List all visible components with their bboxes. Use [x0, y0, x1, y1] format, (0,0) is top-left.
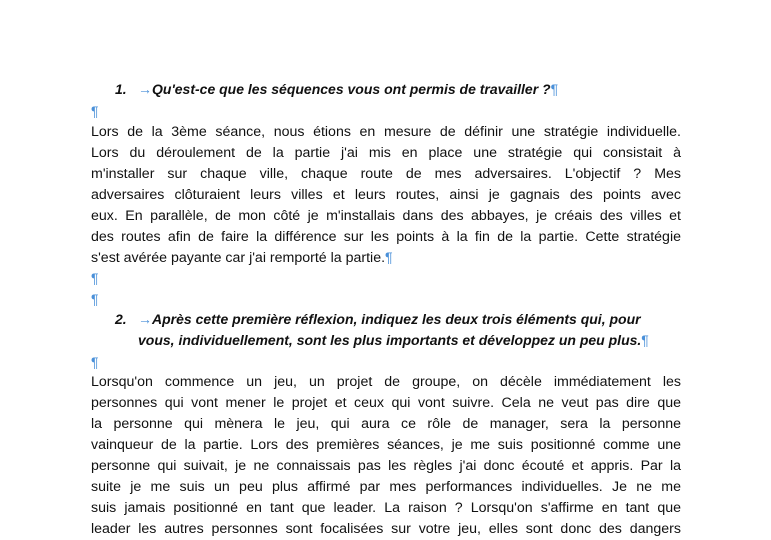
empty-paragraph-mark: ¶: [91, 354, 99, 370]
question-2-heading[interactable]: [115, 309, 675, 351]
paragraph-line: suite je me suis un peu plus affirmé par mes performances individuelles. Je ne me: [91, 479, 681, 495]
answer-1-paragraph[interactable]: [91, 122, 681, 269]
pilcrow-icon: ¶: [385, 250, 393, 266]
paragraph-line: leader les autres personnes sont focalisées sur votre jeu, elles sont donc des dangers: [91, 521, 681, 537]
question-1-heading[interactable]: [115, 79, 675, 100]
paragraph-line: suis jamais positionné en tant que leader. La raison ? Lorsqu'on s'affirme en tant que: [91, 500, 681, 516]
pilcrow-icon: ¶: [550, 81, 559, 97]
tab-mark-icon: →: [138, 81, 152, 97]
paragraph-line: m'installer sur chaque ville, chaque route de mes adversaires. L'objectif ? Mes: [91, 166, 681, 182]
paragraph-line: personne qui suivait, je ne connaissais pas les règles j'ai donc écouté et appris. Par la: [91, 458, 681, 474]
empty-paragraph-mark: ¶: [91, 103, 99, 119]
question-2-line-2: vous, individuellement, sont les plus importants et développez un peu plus.: [138, 332, 642, 348]
tab-mark-icon: →: [138, 311, 152, 327]
question-1-number: 1.: [115, 81, 127, 97]
paragraph-line: vainqueur de la partie. Lors des premières séances, je me suis positionné comme une: [91, 437, 681, 453]
paragraph-line: adversaires clôturaient leurs villes et leurs routes, ainsi je gagnais des points avec: [91, 187, 681, 203]
question-2-line-1: Après cette première réflexion, indiquez les deux trois éléments qui, pour: [152, 311, 641, 327]
paragraph-line: personnes qui vont mener le projet et ceux qui vont suivre. Cela ne veut pas dire que: [91, 395, 681, 411]
empty-paragraph-mark: ¶: [91, 291, 99, 307]
question-2-number: 2.: [115, 311, 127, 327]
paragraph-line: des routes afin de faire la différence sur les points à la fin de la partie. Cette stratégie: [91, 229, 681, 245]
paragraph-line: la personne qui mènera le jeu, qui aura ce rôle de manager, sera la personne: [91, 416, 681, 432]
answer-2-paragraph[interactable]: [91, 372, 681, 540]
paragraph-line: eux. En parallèle, de mon côté je m'installais dans des abbayes, je créais des villes et: [91, 208, 681, 224]
paragraph-line: Lorsqu'on commence un jeu, un projet de groupe, on décèle immédiatement les: [91, 374, 681, 390]
paragraph-line: Lors du déroulement de la partie j'ai mis en place une stratégie qui consistait à: [91, 145, 681, 161]
paragraph-line: Lors de la 3ème séance, nous étions en mesure de définir une stratégie individuelle.: [91, 124, 681, 140]
question-1-text: Qu'est-ce que les séquences vous ont permis de travailler ?: [152, 81, 551, 97]
paragraph-line: s'est avérée payante car j'ai remporté la partie.: [91, 250, 386, 266]
pilcrow-icon: ¶: [641, 332, 649, 348]
empty-paragraph-mark: ¶: [91, 270, 99, 286]
